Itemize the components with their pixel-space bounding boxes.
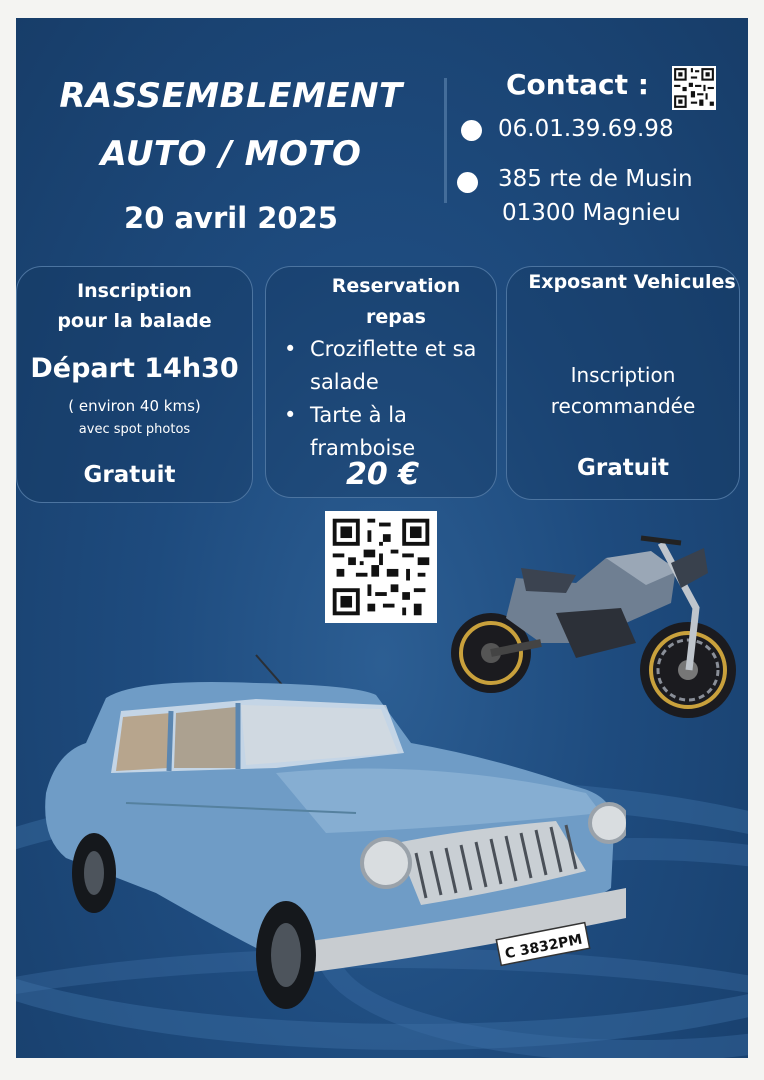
repas-price: 20 € (346, 457, 420, 492)
repas-heading-line2: repas (366, 306, 426, 328)
balade-depart-time: Départ 14h30 (30, 353, 239, 384)
repas-item2-line2: framboise (310, 436, 416, 460)
repas-heading-line1: Reservation (331, 275, 461, 297)
exposant-line1: Inscription (570, 363, 676, 387)
event-title-line1: RASSEMBLEMENT (59, 76, 403, 116)
event-date: 20 avril 2025 (124, 201, 338, 235)
repas-item1-line2: salade (310, 370, 379, 394)
exposant-heading: Exposant Vehicules (528, 271, 736, 293)
repas-item2-line1: Tarte à la (310, 403, 407, 427)
car-license-plate: C 3832PM (503, 931, 584, 963)
contact-title: Contact : (506, 68, 649, 101)
repas-bullet-2: • (284, 403, 297, 427)
repas-bullet-1: • (284, 337, 297, 361)
address-bullet-icon (457, 172, 478, 193)
balade-price: Gratuit (83, 462, 176, 488)
contact-address-line1: 385 rte de Musin (498, 166, 693, 192)
card-balade (16, 266, 253, 503)
repas-item1-line1: Croziflette et sa (310, 337, 477, 361)
balade-spot-photos: avec spot photos (78, 422, 191, 437)
registration-qr-code-icon (325, 511, 437, 623)
contact-address-line2: 01300 Magnieu (502, 200, 681, 226)
contact-phone: 06.01.39.69.98 (498, 116, 674, 142)
vintage-car-illustration (26, 633, 626, 1013)
event-title-line2: AUTO / MOTO (100, 134, 362, 174)
balade-heading-line1: Inscription (77, 280, 192, 302)
header-divider (444, 78, 447, 203)
card-exposant (506, 266, 740, 500)
balade-heading-line2: pour la balade (57, 310, 212, 332)
contact-qr-code-icon (672, 66, 716, 110)
card-repas (265, 266, 497, 498)
balade-distance: ( environ 40 kms) (68, 397, 201, 415)
event-poster (16, 18, 748, 1058)
phone-bullet-icon (461, 120, 482, 141)
exposant-line2: recommandée (550, 394, 696, 418)
exposant-price: Gratuit (577, 455, 669, 481)
